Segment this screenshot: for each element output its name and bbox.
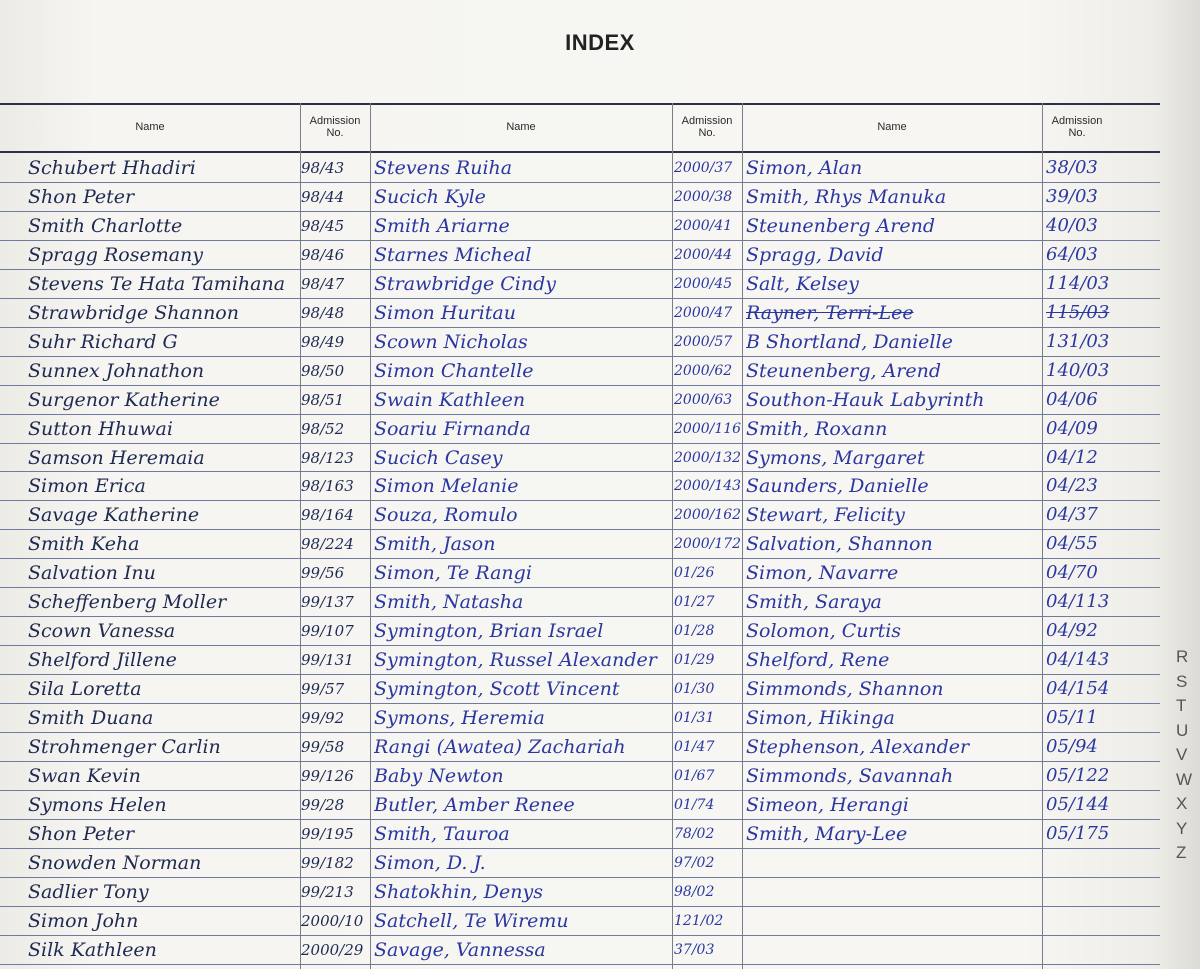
name-cell-3: Simmonds, Shannon [746, 678, 944, 701]
admission-cell-3 [1046, 939, 1156, 962]
row-rule [0, 674, 1160, 675]
name-cell-1: Shon Peter [28, 822, 135, 845]
admission-cell-3: 38/03 [1046, 157, 1098, 178]
name-cell-2: Starnes Micheal [374, 243, 532, 266]
table-row [0, 678, 1160, 701]
admission-cell-1: 99/57 [301, 680, 345, 699]
admission-cell-2: 37/03 [674, 941, 715, 958]
admission-cell-1: 98/43 [301, 159, 345, 177]
name-cell-2: Sucich Casey [374, 446, 503, 469]
name-cell-2: Shatokhin, Denys [374, 880, 543, 903]
admission-cell-2: 78/02 [674, 825, 715, 842]
table-row [0, 736, 1160, 759]
name-cell-3: Shelford, Rene [746, 649, 890, 672]
admission-cell-3 [1046, 881, 1156, 904]
admission-cell-3: 05/122 [1046, 764, 1110, 786]
row-rule [0, 414, 1160, 415]
name-cell-1: Surgenor Katherine [28, 388, 220, 411]
admission-cell-2: 121/02 [674, 912, 724, 929]
row-rule [0, 298, 1160, 299]
name-cell-2: Simon Chantelle [374, 359, 534, 382]
admission-cell-3: 04/12 [1046, 446, 1098, 468]
admission-cell-2: 98/02 [674, 883, 715, 900]
name-cell-2: Stevens Ruiha [374, 157, 513, 179]
row-rule [0, 848, 1160, 849]
name-cell-3: Stephenson, Alexander [746, 736, 970, 758]
row-rule [0, 385, 1160, 386]
name-cell-3 [746, 881, 1042, 904]
name-cell-3: Stewart, Felicity [746, 504, 905, 527]
row-rule [0, 500, 1160, 501]
name-cell-1: Sadlier Tony [28, 880, 149, 903]
row-rule [0, 819, 1160, 820]
row-rule [0, 211, 1160, 212]
row-rule [0, 732, 1160, 733]
name-cell-3: Spragg, David [746, 243, 884, 266]
row-rule [0, 935, 1160, 936]
name-cell-1: Strohmenger Carlin [28, 736, 221, 758]
admission-cell-1: 99/195 [301, 824, 354, 843]
header-name-1: Name [135, 121, 165, 133]
table-row [0, 591, 1160, 614]
name-cell-1: Scown Vanessa [28, 620, 176, 643]
name-cell-3: Smith, Rhys Manuka [746, 185, 947, 208]
admission-cell-3: 04/37 [1046, 504, 1098, 526]
admission-cell-2: 2000/62 [674, 362, 733, 379]
table-row [0, 447, 1160, 470]
name-cell-3 [746, 939, 1042, 962]
admission-cell-3: 114/03 [1046, 272, 1110, 294]
admission-cell-1: 98/51 [301, 390, 345, 409]
name-cell-2: Simon Melanie [374, 475, 519, 498]
admission-cell-3: 64/03 [1046, 243, 1098, 265]
tab-letter[interactable]: R [1176, 647, 1189, 666]
name-cell-2: Rangi (Awatea) Zachariah [374, 736, 626, 758]
admission-cell-3 [1046, 852, 1156, 875]
tab-letter[interactable]: S [1176, 671, 1188, 691]
admission-cell-3: 05/175 [1046, 822, 1110, 844]
admission-cell-3 [1046, 910, 1156, 933]
page-title: INDEX [565, 30, 635, 55]
admission-cell-1: 99/58 [301, 738, 345, 756]
name-cell-3: Simmonds, Savannah [746, 764, 954, 787]
name-cell-1: Spragg Rosemany [28, 243, 204, 266]
row-rule [0, 558, 1160, 559]
admission-cell-2: 2000/41 [674, 217, 733, 234]
name-cell-1: Strawbridge Shannon [28, 301, 239, 324]
row-rule [0, 356, 1160, 357]
admission-cell-1: 98/44 [301, 187, 345, 206]
name-cell-2: Butler, Amber Renee [374, 793, 575, 816]
name-cell-2: Symington, Russel Alexander [374, 649, 657, 672]
admission-cell-3: 04/113 [1046, 591, 1110, 613]
name-cell-3: Simon, Navarre [746, 562, 899, 585]
table-row [0, 765, 1160, 788]
header-rule [0, 151, 1160, 153]
header-admission-2: Admission No. [681, 115, 733, 139]
name-cell-3: Salt, Kelsey [746, 272, 859, 295]
admission-cell-2: 01/31 [674, 710, 715, 727]
name-cell-3: Symons, Margaret [746, 446, 925, 469]
name-cell-2: Souza, Romulo [374, 504, 518, 527]
name-cell-2: Simon, Te Rangi [374, 562, 532, 585]
name-cell-2: Symington, Scott Vincent [374, 678, 620, 701]
admission-cell-1: 98/224 [301, 535, 354, 554]
table-row [0, 244, 1160, 267]
tab-letter[interactable]: X [1176, 794, 1188, 813]
admission-cell-3: 04/70 [1046, 562, 1098, 584]
admission-cell-2: 01/29 [674, 652, 715, 669]
name-cell-1: Smith Charlotte [28, 214, 183, 237]
name-cell-1: Sila Loretta [28, 678, 142, 701]
admission-cell-2: 97/02 [674, 854, 715, 871]
name-cell-3: Simeon, Herangi [746, 793, 909, 816]
name-cell-3: Salvation, Shannon [746, 533, 933, 556]
name-cell-1: Schubert Hhadiri [28, 157, 196, 179]
name-cell-1: Silk Kathleen [28, 938, 157, 961]
admission-cell-3: 04/55 [1046, 533, 1098, 555]
row-rule [0, 645, 1160, 646]
admission-cell-3: 05/144 [1046, 793, 1110, 815]
admission-cell-2: 2000/57 [674, 333, 733, 350]
name-cell-1: Simon Erica [28, 475, 146, 498]
tab-letter[interactable]: U [1176, 720, 1189, 740]
admission-cell-2: 2000/132 [674, 449, 742, 466]
admission-cell-2: 01/67 [674, 767, 715, 784]
table-row [0, 852, 1160, 875]
name-cell-1: Savage Katherine [28, 504, 200, 527]
admission-cell-2: 2000/63 [674, 391, 733, 408]
table-row [0, 794, 1160, 817]
name-cell-2: Swain Kathleen [374, 388, 526, 411]
row-rule [0, 587, 1160, 588]
admission-cell-2: 2000/38 [674, 188, 733, 205]
table-row [0, 881, 1160, 904]
admission-cell-3: 04/143 [1046, 649, 1110, 671]
name-cell-1: Sutton Hhuwai [28, 417, 173, 440]
name-cell-2: Smith Ariarne [374, 214, 510, 237]
tab-letter[interactable]: Z [1176, 843, 1187, 862]
admission-cell-3: 140/03 [1046, 359, 1110, 381]
admission-cell-1: 98/123 [301, 448, 354, 467]
admission-cell-3: 05/11 [1046, 707, 1098, 729]
admission-cell-1: 98/48 [301, 303, 345, 322]
tab-letter[interactable]: W [1176, 769, 1193, 789]
table-row [0, 533, 1160, 556]
row-rule [0, 703, 1160, 704]
admission-cell-3: 04/154 [1046, 678, 1110, 700]
row-rule [0, 240, 1160, 241]
name-cell-3: Steunenberg Arend [746, 214, 935, 237]
table-row [0, 649, 1160, 672]
admission-cell-3: 04/06 [1046, 388, 1098, 410]
name-cell-2: Smith, Natasha [374, 591, 524, 614]
table-row [0, 418, 1160, 441]
table-row [0, 910, 1160, 933]
table-row [0, 620, 1160, 643]
name-cell-1: Shelford Jillene [28, 649, 177, 672]
admission-cell-3: 131/03 [1046, 330, 1110, 352]
table-row [0, 475, 1160, 498]
row-rule [0, 327, 1160, 328]
name-cell-3: Solomon, Curtis [746, 620, 902, 643]
table-row [0, 215, 1160, 238]
name-cell-1: Swan Kevin [28, 764, 141, 787]
admission-cell-1: 98/50 [301, 361, 345, 380]
name-cell-3: B Shortland, Danielle [746, 330, 953, 353]
name-cell-1: Suhr Richard G [28, 330, 178, 353]
name-cell-3: Simon, Alan [746, 157, 863, 179]
name-cell-3: Smith, Mary-Lee [746, 822, 908, 845]
admission-cell-2: 01/30 [674, 681, 715, 698]
row-rule [0, 877, 1160, 878]
name-cell-1: Sunnex Johnathon [28, 359, 205, 382]
header-name-2: Name [506, 121, 536, 133]
row-rule [0, 182, 1160, 183]
tab-letter[interactable]: Y [1176, 818, 1188, 838]
name-cell-2: Strawbridge Cindy [374, 272, 557, 295]
admission-cell-3: 115/03 [1046, 301, 1110, 323]
admission-cell-1: 99/28 [301, 795, 345, 814]
name-cell-2: Scown Nicholas [374, 330, 528, 353]
name-cell-1: Salvation Inu [28, 562, 156, 585]
admission-cell-3: 05/94 [1046, 736, 1098, 757]
name-cell-3 [746, 910, 1042, 933]
admission-cell-2: 01/27 [674, 594, 715, 611]
admission-cell-1: 98/47 [301, 274, 345, 293]
row-rule [0, 616, 1160, 617]
name-cell-3: Steunenberg, Arend [746, 359, 942, 382]
name-cell-2: Smith, Tauroa [374, 822, 510, 845]
admission-cell-1: 99/137 [301, 593, 354, 612]
admission-cell-2: 2000/162 [674, 507, 742, 524]
row-rule [0, 790, 1160, 791]
admission-cell-1: 99/131 [301, 651, 354, 670]
table-row [0, 360, 1160, 383]
table-row [0, 273, 1160, 296]
name-cell-3: Smith, Roxann [746, 417, 888, 440]
admission-cell-3: 39/03 [1046, 185, 1098, 207]
admission-cell-2: 01/28 [674, 623, 715, 640]
admission-cell-1: 98/52 [301, 419, 345, 438]
name-cell-3: Rayner, Terri-Lee [746, 301, 914, 324]
name-cell-2: Baby Newton [374, 764, 504, 787]
header-admission-3: Admission No. [1051, 115, 1103, 139]
name-cell-2: Smith, Jason [374, 533, 496, 556]
table-row [0, 331, 1160, 354]
admission-cell-1: 99/107 [301, 622, 354, 641]
row-rule [0, 471, 1160, 472]
admission-cell-2: 01/26 [674, 565, 715, 582]
name-cell-2: Soariu Firnanda [374, 417, 531, 440]
name-cell-3: Southon-Hauk Labyrinth [746, 388, 985, 411]
admission-cell-1: 99/92 [301, 709, 345, 728]
admission-cell-2: 2000/47 [674, 304, 733, 321]
name-cell-1: Symons Helen [28, 793, 167, 816]
index-ledger [0, 103, 1160, 969]
name-cell-2: Symons, Heremia [374, 707, 545, 730]
table-row [0, 707, 1160, 730]
table-row [0, 562, 1160, 585]
name-cell-1: Smith Duana [28, 707, 154, 730]
row-rule [0, 529, 1160, 530]
row-rule [0, 761, 1160, 762]
admission-cell-1: 98/164 [301, 506, 354, 525]
admission-cell-2: 2000/143 [674, 478, 742, 495]
name-cell-1: Scheffenberg Moller [28, 591, 227, 614]
admission-cell-2: 2000/172 [674, 536, 742, 553]
name-cell-1: Shon Peter [28, 185, 135, 208]
tab-letter[interactable]: T [1176, 696, 1187, 715]
name-cell-2: Sucich Kyle [374, 185, 486, 208]
admission-cell-1: 99/213 [301, 882, 354, 901]
name-cell-2: Simon, D. J. [374, 851, 486, 874]
admission-cell-1: 99/126 [301, 766, 354, 785]
row-rule [0, 906, 1160, 907]
name-cell-3: Saunders, Danielle [746, 475, 929, 498]
name-cell-3: Smith, Saraya [746, 591, 882, 614]
admission-cell-3: 04/09 [1046, 417, 1098, 439]
name-cell-1: Samson Heremaia [28, 446, 205, 469]
name-cell-3: Simon, Hikinga [746, 707, 895, 730]
header-admission-1: Admission No. [309, 115, 361, 139]
name-cell-1: Smith Keha [28, 533, 140, 556]
admission-cell-1: 2000/10 [301, 911, 364, 930]
table-row [0, 939, 1160, 962]
name-cell-1: Simon John [28, 909, 139, 932]
admission-cell-1: 98/49 [301, 332, 345, 351]
table-row [0, 823, 1160, 846]
admission-cell-2: 2000/44 [674, 246, 733, 263]
admission-cell-3: 40/03 [1046, 214, 1098, 236]
row-rule [0, 269, 1160, 270]
row-rule [0, 443, 1160, 444]
admission-cell-2: 01/47 [674, 739, 715, 755]
name-cell-2: Symington, Brian Israel [374, 620, 604, 643]
name-cell-2: Satchell, Te Wiremu [374, 909, 569, 932]
table-row [0, 389, 1160, 412]
row-rule [0, 964, 1160, 965]
admission-cell-1: 98/45 [301, 216, 345, 235]
header-name-3: Name [877, 121, 907, 133]
admission-cell-2: 2000/37 [674, 160, 733, 176]
admission-cell-1: 2000/29 [301, 940, 364, 959]
name-cell-2: Simon Huritau [374, 301, 516, 324]
name-cell-2: Savage, Vannessa [374, 938, 546, 961]
table-row [0, 186, 1160, 209]
tab-letter[interactable]: V [1176, 745, 1188, 764]
name-cell-3 [746, 852, 1042, 875]
admission-cell-1: 99/182 [301, 853, 354, 872]
table-row [0, 504, 1160, 527]
admission-cell-2: 01/74 [674, 796, 715, 813]
admission-cell-3: 04/23 [1046, 475, 1098, 497]
admission-cell-2: 2000/45 [674, 275, 733, 292]
table-row [0, 302, 1160, 325]
admission-cell-1: 98/46 [301, 245, 345, 264]
admission-cell-1: 98/163 [301, 477, 354, 496]
admission-cell-1: 99/56 [301, 564, 345, 583]
admission-cell-3: 04/92 [1046, 620, 1098, 642]
table-row [0, 157, 1160, 180]
name-cell-1: Stevens Te Hata Tamihana [28, 272, 286, 295]
admission-cell-2: 2000/116 [674, 420, 742, 437]
name-cell-1: Snowden Norman [28, 851, 202, 874]
